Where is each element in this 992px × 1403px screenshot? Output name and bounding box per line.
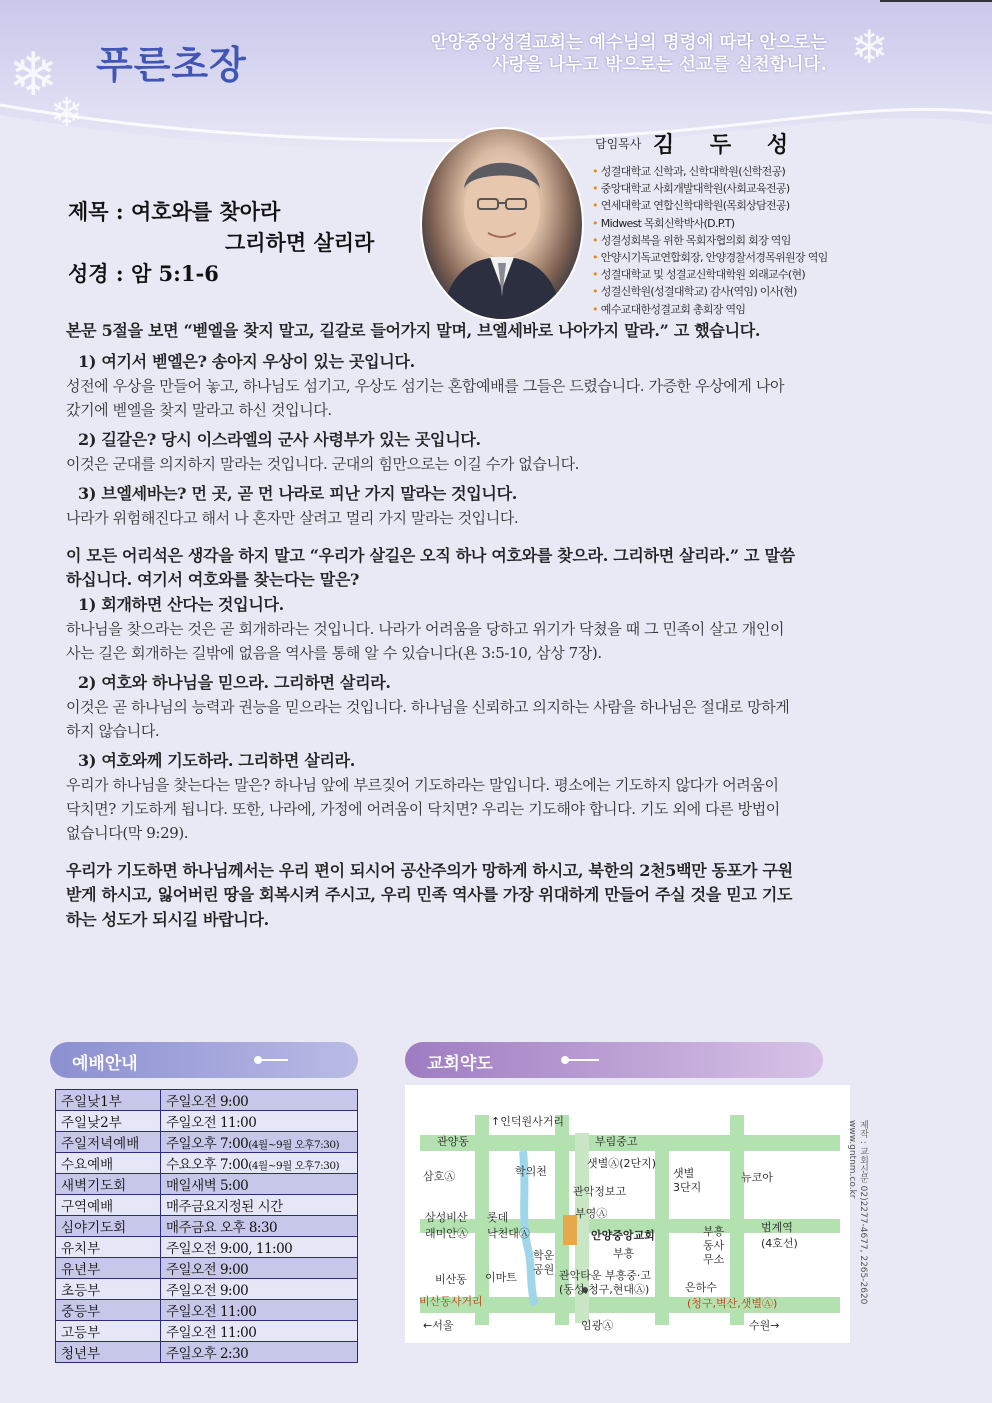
worship-time [161, 1216, 358, 1237]
worship-name: 새벽기도회 [56, 1174, 161, 1195]
worship-schedule-table [55, 1089, 358, 1363]
worship-time-value: 매주금요 오후 8:30 [166, 1220, 278, 1236]
map-label: 부흥 [613, 1247, 635, 1260]
map-label: (동성,청구,현대Ⓐ) [559, 1283, 650, 1296]
worship-header [50, 1042, 358, 1078]
pastor-role: 담임목사 [595, 137, 642, 151]
map-label: 부림중고 [595, 1135, 638, 1148]
map-label: 부영Ⓐ [575, 1207, 608, 1220]
map-label: ←서울 [423, 1319, 454, 1332]
map-label: 은하수 [685, 1281, 717, 1294]
worship-name: 수요예배 [56, 1153, 161, 1174]
slogan-line-1: 안양중앙성결교회는 예수님의 명령에 따라 안으로는 [430, 33, 827, 53]
map-label: 관악정보고 [573, 1185, 627, 1198]
map-label: 롯데 [487, 1211, 509, 1224]
pastor-credentials [592, 163, 828, 318]
sermon-title-line-2: 그리하면 살리라 [225, 230, 375, 255]
worship-time [161, 1321, 358, 1342]
credential-item: • 성결대학교 신학과, 신학대학원(신학전공) [592, 163, 828, 180]
map-label: 공원 [533, 1263, 555, 1276]
worship-time [161, 1300, 358, 1321]
worship-time [161, 1258, 358, 1279]
map-label: 삼성비산 [425, 1211, 468, 1224]
map-label: (청구,벽산,샛별Ⓐ) [687, 1297, 778, 1310]
map-label: 동사 [703, 1239, 725, 1252]
worship-time-value: 주일오후 7:00 [166, 1136, 249, 1152]
worship-time-value: 매주금요지정된 시간 [166, 1199, 283, 1215]
map-label: 무소 [703, 1253, 725, 1266]
credential-item: • 성결대학교 및 성결교신학대학원 외래교수(현) [592, 266, 828, 283]
worship-name: 유년부 [56, 1258, 161, 1279]
worship-name: 주일낮2부 [56, 1111, 161, 1132]
worship-row [56, 1216, 358, 1237]
worship-time [161, 1342, 358, 1363]
worship-row [56, 1111, 358, 1132]
worship-time-value: 주일오전 9:00, 11:00 [166, 1241, 293, 1257]
pastor-name: 김 두 성 [653, 132, 803, 158]
pastor-portrait-illustration [422, 129, 582, 319]
arrow-icon [565, 1059, 599, 1061]
point-body: 성전에 우상을 만들어 놓고, 하나님도 섬기고, 우상도 섬기는 혼합예배를 그들은 드렸습니다. 가증한 우상에게 나아갔기에 벧엘을 찾지 말라고 하신 것입니다. [66, 376, 785, 419]
worship-time-value: 주일오후 2:30 [166, 1346, 249, 1362]
worship-time-value: 주일오전 9:00 [166, 1262, 249, 1278]
map-labels [405, 1085, 850, 1343]
map-label: 비산동사거리 [419, 1295, 483, 1308]
bulletin-logo: 푸른초장 [96, 43, 247, 87]
map-label: 비산동 [435, 1273, 467, 1286]
worship-row [56, 1153, 358, 1174]
map-label: 래미안Ⓐ [425, 1227, 468, 1240]
worship-row [56, 1342, 358, 1363]
worship-time-value: 주일오전 11:00 [166, 1115, 257, 1131]
map-header-label: 교회약도 [427, 1054, 493, 1074]
snowflake-icon: ❄ [850, 20, 889, 74]
worship-name: 청년부 [56, 1342, 161, 1363]
point-body: 하나님을 찾으라는 것은 곧 회개하라는 것입니다. 나라가 어려움을 당하고 위기가 닥쳤을 때 그 민족이 살고 개인이 사는 길은 회개하는 길밖에 없음을 역사를 통해 알 수 있습니다(욘 3:5-10, 삼상 7장). [66, 619, 785, 662]
worship-time-value: 매일새벽 5:00 [166, 1178, 249, 1194]
worship-header-label: 예배안내 [72, 1054, 138, 1074]
point-heading: 1) 회개하면 산다는 것입니다. [78, 594, 284, 614]
scripture-reference: 성경 : 암 5:1-6 [68, 261, 219, 286]
map-label: (4호선) [761, 1237, 798, 1250]
worship-name: 초등부 [56, 1279, 161, 1300]
worship-time-value: 주일오전 11:00 [166, 1325, 257, 1341]
worship-time-value: 수요오후 7:00 [166, 1157, 249, 1173]
corner-line [880, 0, 992, 6]
credential-item: • 성결신학원(성결대학교) 감사(역임) 이사(현) [592, 283, 828, 300]
map-label: 관악타운 부흥중·고 [559, 1269, 652, 1282]
worship-time [161, 1195, 358, 1216]
worship-time [161, 1237, 358, 1258]
credential-item: • 안양시기독교연합회장, 안양경찰서경목위원장 역임 [592, 249, 828, 266]
sermon-title [68, 196, 374, 258]
worship-row [56, 1300, 358, 1321]
worship-row [56, 1237, 358, 1258]
worship-name: 고등부 [56, 1321, 161, 1342]
worship-time-note: (4월~9월 오후7:30) [248, 1139, 340, 1151]
point-heading: 1) 여기서 벧엘은? 송아지 우상이 있는 곳입니다. [78, 351, 415, 371]
map-label: 수원→ [749, 1319, 780, 1332]
credential-item: • 연세대학교 연합신학대학원(목회상담전공) [592, 197, 828, 214]
worship-time [161, 1153, 358, 1174]
sermon-intro: 본문 5절을 보면 “벧엘을 찾지 말고, 길갈로 들어가지 말며, 브엘세바로 나아가지 말라.” 고 했습니다. [66, 321, 761, 340]
map-label: 부흥 [703, 1225, 725, 1238]
worship-row [56, 1195, 358, 1216]
worship-time [161, 1090, 358, 1111]
church-map-label: 안양중앙교회 [591, 1229, 655, 1242]
worship-row [56, 1279, 358, 1300]
map-label: 학운 [533, 1249, 555, 1262]
pastor-photo [420, 127, 584, 321]
map-label: 임광Ⓐ [581, 1319, 614, 1332]
point-heading: 3) 여호와께 기도하라. 그리하면 살리라. [78, 750, 356, 770]
map-label: 뉴코아 [741, 1171, 773, 1184]
worship-row [56, 1132, 358, 1153]
credential-item: • 중앙대학교 사회개발대학원(사회교육전공) [592, 180, 828, 197]
church-slogan [431, 32, 827, 76]
point-body: 우리가 하나님을 찾는다는 말은? 하나님 앞에 부르짖어 기도하라는 말입니다. 평소에는 기도하지 않다가 어려움이 닥치면? 기도하게 됩니다. 또한, 나라에, 가정에 어려움이 닥치면? 우리는 기도해야 합니다. 기도 외에 다른 방법이 없습니다(막 9:29). [66, 775, 780, 842]
credential-item: • 예수교대한성결교회 총회장 역임 [592, 301, 828, 318]
point-body: 이것은 군대를 의지하지 말라는 것입니다. 군대의 힘만으로는 이길 수가 없습니다. [66, 454, 580, 473]
worship-name: 심야기도회 [56, 1216, 161, 1237]
worship-time [161, 1279, 358, 1300]
snowflake-icon: ❄ [8, 40, 59, 110]
map-header [405, 1042, 823, 1078]
worship-row [56, 1321, 358, 1342]
worship-time [161, 1174, 358, 1195]
worship-name: 중등부 [56, 1300, 161, 1321]
worship-row [56, 1258, 358, 1279]
credential-item: • Midwest 목회신학박사(D.P.T) [592, 215, 828, 232]
slogan-line-2: 사랑을 나누고 밖으로는 선교를 실천합니다. [491, 55, 827, 75]
worship-time-value: 주일오전 9:00 [166, 1283, 249, 1299]
snowflake-icon: ❄ [50, 90, 84, 136]
credential-item: • 성결성회복을 위한 목회자협의회 회장 역임 [592, 232, 828, 249]
worship-time-value: 주일오전 9:00 [166, 1094, 249, 1110]
worship-name: 유치부 [56, 1237, 161, 1258]
arrow-icon [258, 1059, 288, 1061]
map-label: 3단지 [673, 1181, 702, 1194]
worship-time-note: (4월~9월 오후7:30) [248, 1160, 340, 1172]
point-body: 이것은 곧 하나님의 능력과 권능을 믿으라는 것입니다. 하나님을 신뢰하고 의지하는 사람을 하나님은 절대로 망하게 하지 않습니다. [66, 697, 790, 740]
map-label: 학의천 [515, 1165, 547, 1178]
point-heading: 3) 브엘세바는? 먼 곳, 곧 먼 나라로 피난 가지 말라는 것입니다. [78, 483, 518, 503]
worship-time [161, 1132, 358, 1153]
worship-time-value: 주일오전 11:00 [166, 1304, 257, 1320]
worship-row [56, 1090, 358, 1111]
sermon-middle: 이 모든 어리석은 생각을 하지 말고 “우리가 살길은 오직 하나 여호와를 찾으라. 그리하면 살리라.” 고 말씀하십니다. 여기서 여호와를 찾는다는 말은? [66, 545, 795, 589]
map-label: 관양동 [437, 1135, 469, 1148]
sermon-body [66, 319, 796, 932]
sermon-conclusion: 우리가 기도하면 하나님께서는 우리 편이 되시어 공산주의가 망하게 하시고, 북한의 2천5백만 동포가 구원받게 하시고, 잃어버린 땅을 회복시켜 주시고, 우리 민족 역사를 가장 위대하게 만들어 주실 것을 믿고 기도하는 성도가 되시길 바랍니다. [66, 860, 793, 929]
map-label: 이마트 [485, 1271, 517, 1284]
point-body: 나라가 위험해진다고 해서 나 혼자만 살려고 멀리 가지 말라는 것입니다. [66, 508, 519, 527]
worship-name: 구역예배 [56, 1195, 161, 1216]
publisher-note: 제작 : 교회신문 02)2277-4677, 2265-2620 www.gntnm.co.kr [847, 1120, 868, 1305]
map-label: 삼호Ⓐ [423, 1170, 456, 1183]
point-heading: 2) 길갈은? 당시 이스라엘의 군사 사령부가 있는 곳입니다. [78, 429, 481, 449]
sermon-title-line-1: 제목 : 여호와를 찾아라 [68, 199, 281, 224]
map-label: ↑인덕원사거리 [491, 1115, 564, 1128]
worship-name: 주일저녁예배 [56, 1132, 161, 1153]
worship-time [161, 1111, 358, 1132]
worship-name: 주일낮1부 [56, 1090, 161, 1111]
map-label: 샛별Ⓐ(2단지) [587, 1157, 657, 1170]
worship-row [56, 1174, 358, 1195]
map-label: 낙천대Ⓐ [487, 1227, 530, 1240]
point-heading: 2) 여호와 하나님을 믿으라. 그리하면 살리라. [78, 672, 391, 692]
map-label: 샛별 [673, 1167, 695, 1180]
map-label: 범계역 [761, 1221, 793, 1234]
